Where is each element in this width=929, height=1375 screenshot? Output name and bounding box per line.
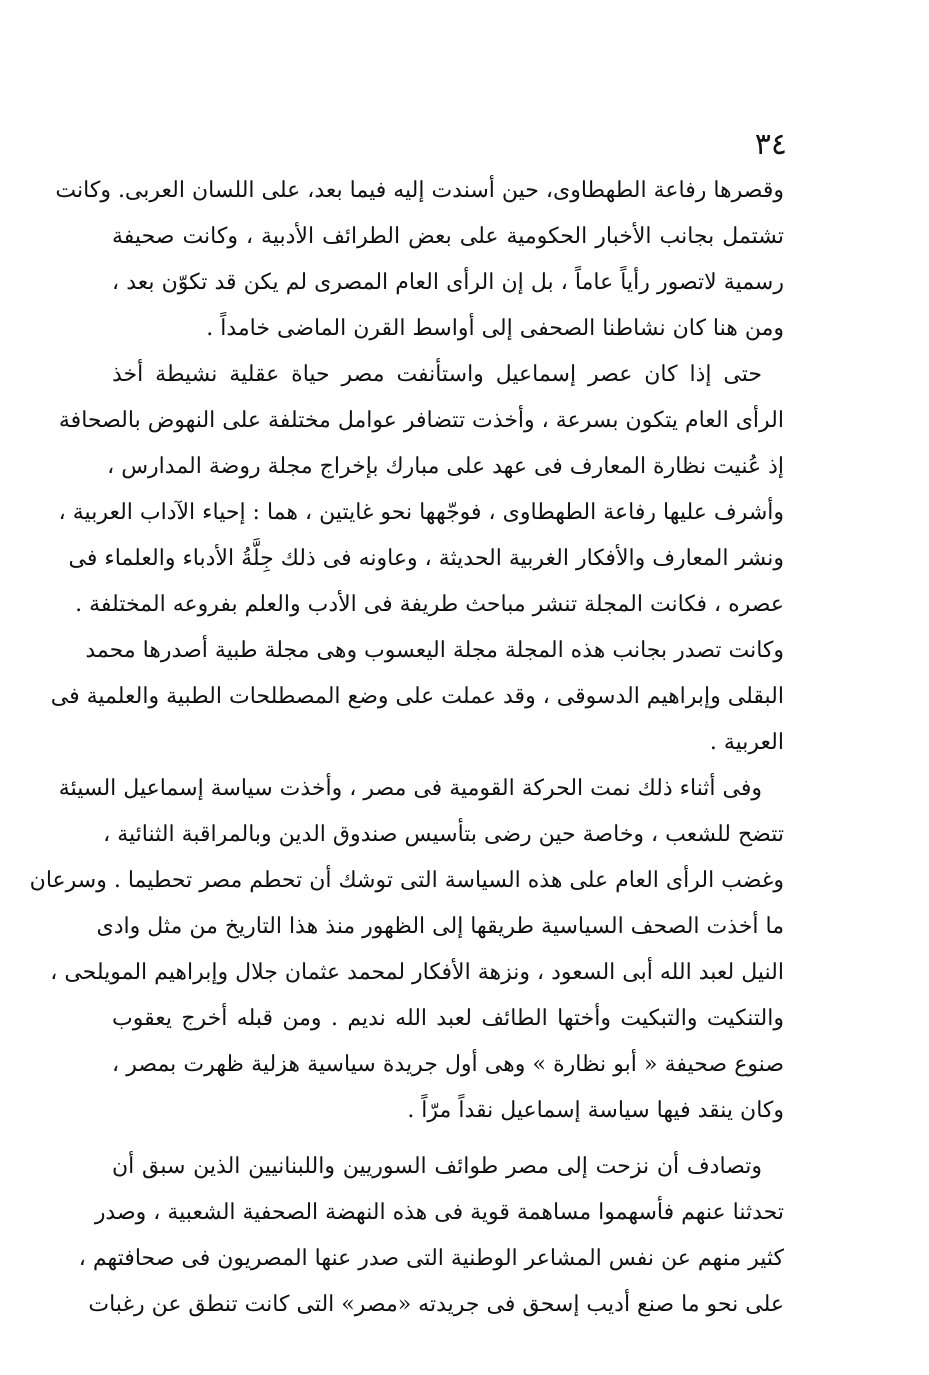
text-line: كثير منهم عن نفس المشاعر الوطنية التى صدر عنها المصريون فى صحافتهم ، bbox=[78, 1246, 784, 1271]
text-line: عصره ، فكانت المجلة تنشر مباحث طريفة فى الأدب والعلم بفروعه المختلفة . bbox=[75, 592, 784, 617]
text-line: البقلى وإبراهيم الدسوقى ، وقد عملت على وضع المصطلحات الطبية والعلمية فى bbox=[50, 684, 784, 709]
text-line: وكانت تصدر بجانب هذه المجلة مجلة اليعسوب وهى مجلة طبية أصدرها محمد bbox=[85, 638, 784, 663]
body-text bbox=[29, 168, 784, 1328]
text-line: النيل لعبد الله أبى السعود ، ونزهة الأفكار لمحمد عثمان جلال وإبراهيم المويلحى ، bbox=[50, 960, 784, 985]
text-line: والتنكيت والتبكيت وأختها الطائف لعبد الله نديم . ومن قبله أخرج يعقوب bbox=[112, 1006, 784, 1031]
text-line: تحدثنا عنهم فأسهموا مساهمة قوية فى هذه النهضة الصحفية الشعبية ، وصدر bbox=[94, 1200, 784, 1225]
text-line: إذ عُنيت نظارة المعارف فى عهد على مبارك بإخراج مجلة روضة المدارس ، bbox=[107, 454, 784, 479]
text-line: صنوع صحيفة « أبو نظارة » وهى أول جريدة سياسية هزلية ظهرت بمصر ، bbox=[112, 1052, 784, 1077]
text-line: وقصرها رفاعة الطهطاوى، حين أسندت إليه فيما بعد، على اللسان العربى. وكانت bbox=[55, 178, 784, 203]
text-line: الرأى العام يتكون بسرعة ، وأخذت تتضافر عوامل مختلفة على النهوض بالصحافة bbox=[58, 408, 784, 433]
paragraph-2 bbox=[50, 352, 784, 766]
paragraph-3 bbox=[29, 766, 784, 1134]
text-line: العربية . bbox=[709, 730, 784, 755]
text-line: ومن هنا كان نشاطنا الصحفى إلى أواسط القرن الماضى خامداً . bbox=[206, 316, 784, 341]
text-line: وتصادف أن نزحت إلى مصر طوائف السوريين واللبنانيين الذين سبق أن bbox=[112, 1154, 762, 1179]
text-line: وغضب الرأى العام على هذه السياسة التى توشك أن تحطم مصر تحطيما . وسرعان bbox=[29, 868, 784, 893]
text-line: وكان ينقد فيها سياسة إسماعيل نقداً مرّاً . bbox=[407, 1098, 784, 1123]
page-number: ٣٤ bbox=[754, 127, 787, 162]
text-line: على نحو ما صنع أديب إسحق فى جريدته «مصر» التى كانت تنطق عن رغبات bbox=[88, 1292, 784, 1317]
text-line: تشتمل بجانب الأخبار الحكومية على بعض الطرائف الأدبية ، وكانت صحيفة bbox=[112, 224, 784, 249]
text-line: رسمية لاتصور رأياً عاماً ، بل إن الرأى العام المصرى لم يكن قد تكوّن بعد ، bbox=[112, 270, 784, 295]
paragraph-4 bbox=[78, 1144, 784, 1328]
paragraph-1 bbox=[55, 168, 784, 352]
text-line: ما أخذت الصحف السياسية طريقها إلى الظهور منذ هذا التاريخ من مثل وادى bbox=[96, 914, 784, 939]
text-line: ونشر المعارف والأفكار الغربية الحديثة ، وعاونه فى ذلك جِلَّةُ الأدباء والعلماء فى bbox=[68, 546, 784, 571]
text-line: تتضح للشعب ، وخاصة حين رضى بتأسيس صندوق الدين وبالمراقبة الثنائية ، bbox=[103, 822, 784, 847]
text-line: وفى أثناء ذلك نمت الحركة القومية فى مصر ، وأخذت سياسة إسماعيل السيئة bbox=[58, 776, 762, 801]
text-line: حتى إذا كان عصر إسماعيل واستأنفت مصر حياة عقلية نشيطة أخذ bbox=[112, 362, 762, 387]
text-line: وأشرف عليها رفاعة الطهطاوى ، فوجّهها نحو غايتين ، هما : إحياء الآداب العربية ، bbox=[58, 500, 784, 525]
